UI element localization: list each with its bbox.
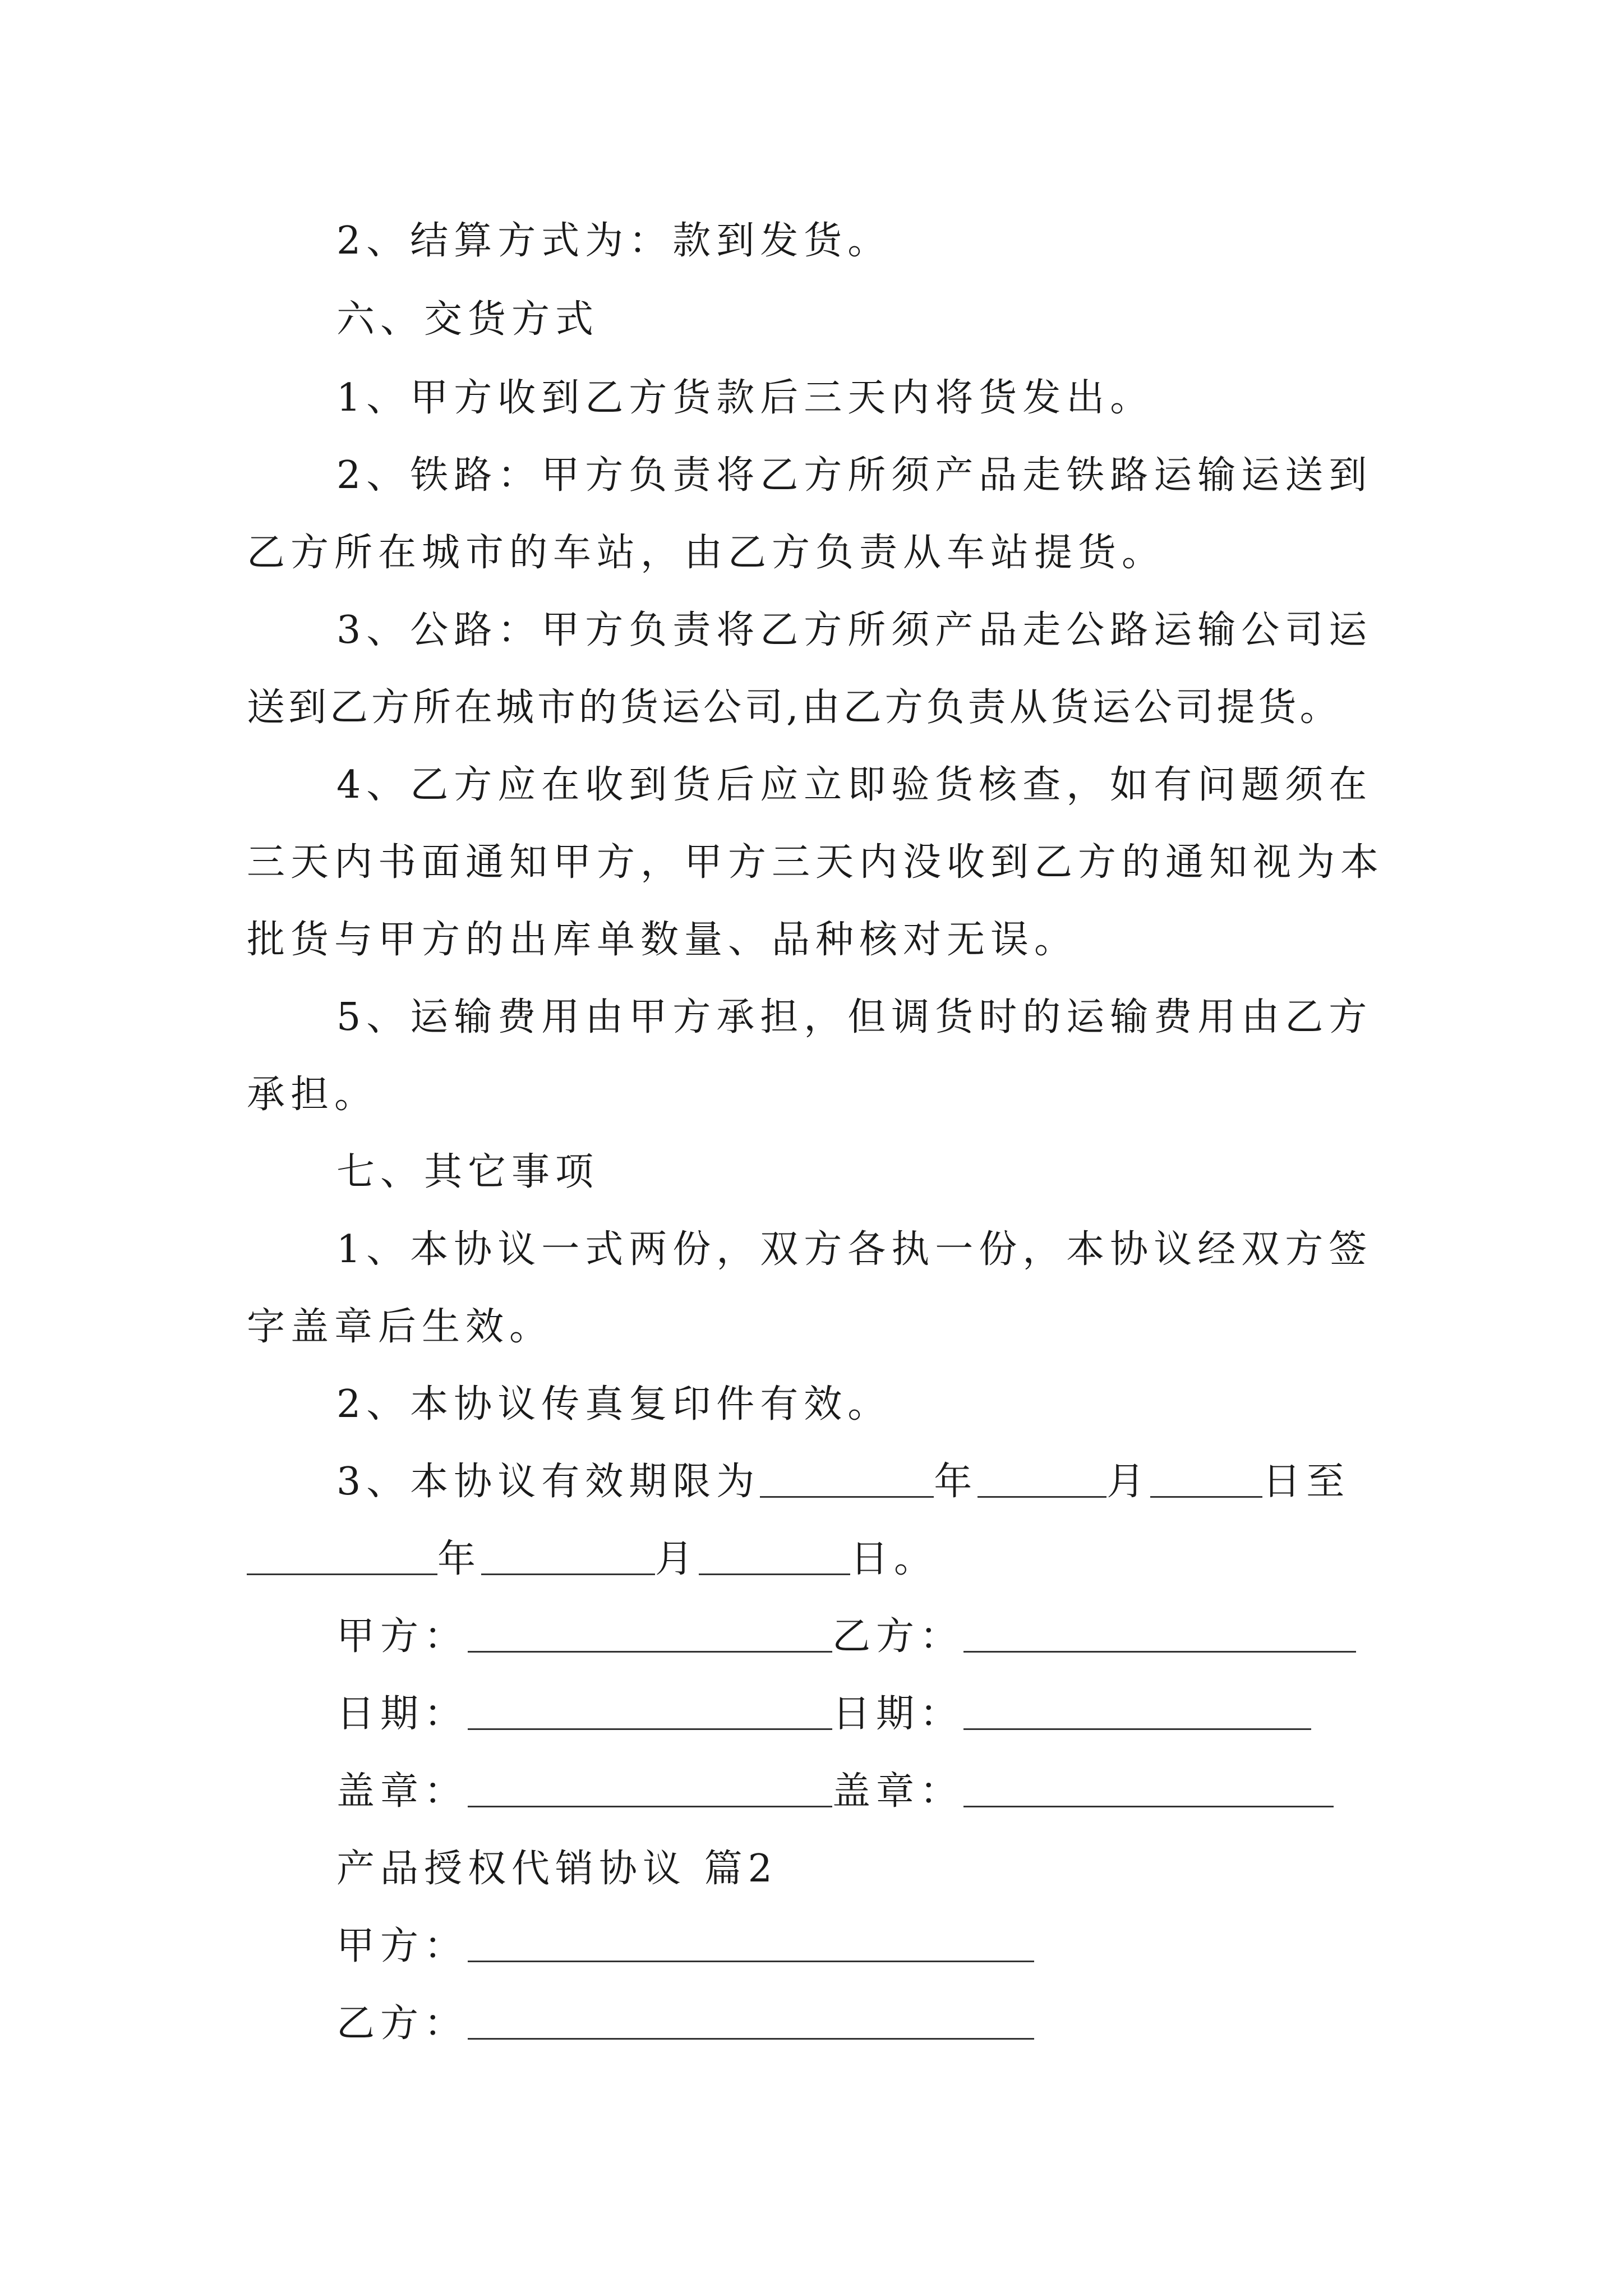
signature-row-date [336, 1692, 1311, 1737]
validity-month1: 月 [1106, 1460, 1151, 1504]
validity-month2: 月 [655, 1537, 699, 1581]
paragraph-delivery-1: 1、甲方收到乙方货款后三天内将货发出。 [336, 376, 1154, 420]
section2-party-a-field[interactable] [468, 1927, 1034, 1962]
heading-other-matters: 七、其它事项 [336, 1150, 600, 1194]
paragraph-settlement: 2、结算方式为：款到发货。 [336, 219, 892, 263]
section2-row-party-a [336, 1924, 1034, 1969]
paragraph-validity-line1 [336, 1460, 1350, 1504]
date-b-label: 日期： [832, 1692, 964, 1736]
signature-row-seal [336, 1769, 1334, 1814]
paragraph-delivery-3-line1: 3、公路：甲方负责将乙方所须产品走公路运输公司运 [336, 608, 1373, 652]
section2-party-b-field[interactable] [468, 2004, 1034, 2040]
paragraph-delivery-2-line1: 2、铁路：甲方负责将乙方所须产品走铁路运输运送到 [336, 453, 1373, 498]
paragraph-delivery-4-line3: 批货与甲方的出库单数量、品种核对无误。 [247, 918, 1078, 962]
validity-blank-day2[interactable] [699, 1540, 850, 1575]
date-b-field[interactable] [963, 1695, 1311, 1730]
party-a-label: 甲方： [336, 1614, 468, 1659]
section2-title: 产品授权代销协议 篇2 [336, 1847, 778, 1891]
party-b-label: 乙方： [832, 1614, 964, 1659]
validity-blank-month1[interactable] [978, 1462, 1106, 1498]
validity-day-end: 日。 [850, 1537, 938, 1581]
paragraph-delivery-2-line2: 乙方所在城市的车站，由乙方负责从车站提货。 [247, 531, 1166, 575]
seal-b-field[interactable] [963, 1772, 1334, 1807]
section2-row-party-b [336, 2001, 1034, 2046]
validity-day-to: 日至 [1262, 1460, 1350, 1504]
validity-year1: 年 [934, 1460, 978, 1504]
validity-prefix: 3、本协议有效期限为 [336, 1460, 760, 1504]
paragraph-other-1-line1: 1、本协议一式两份，双方各执一份，本协议经双方签 [336, 1227, 1373, 1272]
signature-row-party [336, 1614, 1356, 1659]
paragraph-validity-line2 [247, 1537, 938, 1582]
heading-delivery-method: 六、交货方式 [336, 297, 600, 342]
validity-blank-day1[interactable] [1150, 1462, 1262, 1498]
validity-blank-year2[interactable] [247, 1540, 437, 1575]
paragraph-other-1-line2: 字盖章后生效。 [247, 1305, 554, 1349]
party-b-field[interactable] [963, 1617, 1356, 1653]
validity-blank-month2[interactable] [481, 1540, 655, 1575]
seal-a-label: 盖章： [336, 1769, 468, 1814]
paragraph-delivery-3-line2: 送到乙方所在城市的货运公司,由乙方负责从货运公司提货。 [247, 685, 1341, 730]
section2-party-a-label: 甲方： [336, 1924, 468, 1968]
seal-b-label: 盖章： [832, 1769, 964, 1814]
paragraph-other-2: 2、本协议传真复印件有效。 [336, 1382, 892, 1427]
paragraph-delivery-4-line2: 三天内书面通知甲方，甲方三天内没收到乙方的通知视为本 [247, 840, 1385, 885]
validity-year2: 年 [437, 1537, 482, 1581]
validity-blank-year1[interactable] [760, 1462, 934, 1498]
date-a-field[interactable] [468, 1695, 832, 1730]
party-a-field[interactable] [468, 1617, 832, 1653]
section2-party-b-label: 乙方： [336, 2001, 468, 2046]
date-a-label: 日期： [336, 1692, 468, 1736]
paragraph-delivery-4-line1: 4、乙方应在收到货后应立即验货核查，如有问题须在 [336, 763, 1373, 807]
paragraph-delivery-5-line1: 5、运输费用由甲方承担，但调货时的运输费用由乙方 [336, 995, 1373, 1039]
paragraph-delivery-5-line2: 承担。 [247, 1073, 379, 1117]
seal-a-field[interactable] [468, 1772, 832, 1807]
